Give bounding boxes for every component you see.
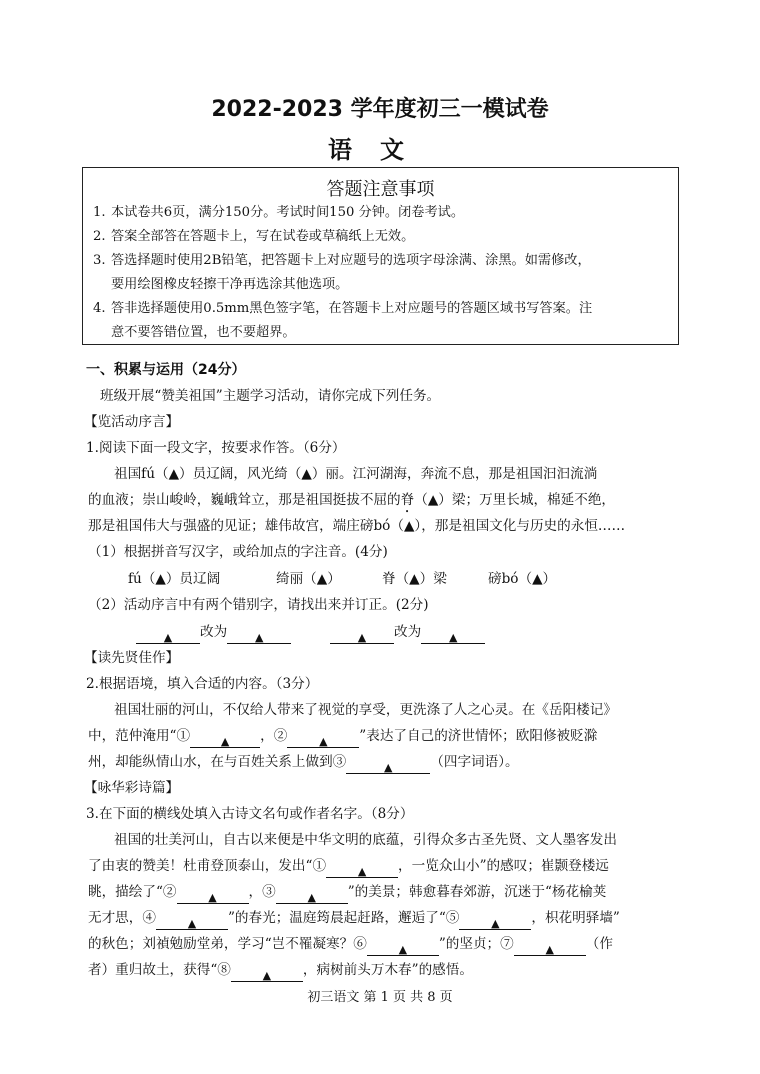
text-segment: ”表达了自己的济世情怀；欧阳修被贬滁 <box>359 728 598 744</box>
text-segment: ”的春光；温庭筠晨起赶路，邂逅了“⑤ <box>227 910 460 926</box>
subject-title: 语文 <box>328 136 432 164</box>
q1-sub1-item: 绮丽（▲） <box>276 571 341 587</box>
q1-paragraph-line: 那是祖国伟大与强盛的见证；雄伟故宫，端庄磅bó（▲），那是祖国文化与历史的永恒…… <box>88 518 626 534</box>
text-segment: 无才思，④ <box>88 910 156 926</box>
text-segment: 中，范仲淹用“① <box>88 728 191 744</box>
text-segment: 者）重归故土，获得“⑧ <box>88 962 231 978</box>
change-label: 改为 <box>394 624 422 640</box>
q1-sub1-item: 脊（▲）梁 <box>382 571 447 587</box>
blank-marker: ▲ <box>357 631 367 644</box>
notice-item <box>83 201 678 225</box>
notice-item-text: 答案全部答在答题卡上，写在试卷或草稿纸上无效。 <box>111 229 415 244</box>
notice-item-num: 4. <box>93 301 106 316</box>
notice-item-num: 3. <box>93 253 106 268</box>
answer-blank[interactable] <box>190 729 260 748</box>
notice-item-num: 1. <box>93 205 106 220</box>
blank-marker: ▲ <box>254 631 264 644</box>
answer-blank[interactable] <box>231 963 303 982</box>
q1-sub1-item: fú（▲）员辽阔 <box>128 571 221 587</box>
q1-subquestion: （1）根据拼音写汉字，或给加点的字注音。(4分) <box>88 544 388 560</box>
blank-marker: ▲ <box>491 917 500 930</box>
text-segment: 州，却能纵情山水，在与百姓关系上做到③ <box>88 754 347 770</box>
q1-subquestion: （2）活动序言中有两个错别字，请找出来并订正。(2分) <box>88 597 429 613</box>
part-heading: 【读先贤佳作】 <box>84 650 180 666</box>
q3-paragraph-line <box>88 880 606 904</box>
notice-item-text: 答非选择题使用0.5mm黑色签字笔，在答题卡上对应题号的答题区域书写答案。注 <box>111 301 593 316</box>
answer-blank[interactable] <box>287 729 359 748</box>
notice-item <box>83 225 678 249</box>
answer-blank[interactable] <box>459 911 531 930</box>
text-segment: ，枳花明驿墙” <box>531 910 620 926</box>
notice-item-text: 答选择题时使用2B铅笔，把答题卡上对应题号的选项字母涂满、涂黑。如需修改， <box>111 253 591 268</box>
notice-title: 答题注意事项 <box>326 179 435 200</box>
text-segment: ，病树前头万木春”的感悟。 <box>302 962 473 978</box>
blank-marker: ▲ <box>262 969 272 982</box>
notice-item <box>83 297 678 321</box>
notice-item-cont: 要用绘图橡皮轻擦干净再选涂其他选项。 <box>111 277 349 292</box>
q2-paragraph-line <box>88 750 519 774</box>
question-2: 2.根据语境，填入合适的内容。（3分） <box>86 676 319 692</box>
answer-blank[interactable] <box>421 625 485 644</box>
answer-blank[interactable] <box>227 625 291 644</box>
text-segment: ，一览众山小”的感叹；崔颢登楼远 <box>398 858 609 874</box>
notice-item <box>83 249 678 273</box>
q3-paragraph-line <box>88 906 620 930</box>
answer-blank[interactable] <box>330 625 394 644</box>
part-heading: 【览活动序言】 <box>84 414 180 430</box>
answer-blank[interactable] <box>346 755 430 774</box>
blank-marker: ▲ <box>357 865 367 878</box>
text-segment: ”的坚贞；⑦ <box>438 936 514 952</box>
answer-blank[interactable] <box>177 885 249 904</box>
blank-marker: ▲ <box>319 735 328 748</box>
blank-marker: ▲ <box>384 761 393 774</box>
answer-blank[interactable] <box>136 625 200 644</box>
correction-row <box>330 620 485 644</box>
blank-marker: ▲ <box>220 735 230 748</box>
q1-paragraph-line <box>88 488 615 516</box>
exam-title: 2022-2023 学年度初三一模试卷 <box>211 97 549 122</box>
blank-marker: ▲ <box>307 891 316 904</box>
notice-box <box>82 167 679 345</box>
q2-paragraph-line <box>88 724 597 748</box>
part-heading: 【咏华彩诗篇】 <box>84 780 180 796</box>
blank-marker: ▲ <box>448 631 458 644</box>
text-segment: （▲）梁；万里长城，棉延不绝， <box>414 492 616 508</box>
correction-row <box>136 620 291 644</box>
text-segment: （四字词语）。 <box>430 754 519 770</box>
dotted-char: 脊 <box>400 492 415 508</box>
text-segment: 的秋色；刘禎勉励堂弟，学习“岂不罹凝寒？⑥ <box>88 936 367 952</box>
blank-marker: ▲ <box>208 891 217 904</box>
text-segment: ，③ <box>248 884 276 900</box>
answer-blank[interactable] <box>276 885 348 904</box>
q3-paragraph-line: 祖国的壮美河山，自古以来便是中华文明的底蕴，引得众多古圣先贤、文人墨客发出 <box>114 832 617 848</box>
text-segment: ”的美景；韩愈暮春郊游，沉迷于“杨花榆荚 <box>347 884 607 900</box>
answer-blank[interactable] <box>367 937 439 956</box>
text-segment: ，② <box>260 728 288 744</box>
notice-item-text: 本试卷共6页，满分150分。考试时间150 分钟。闭卷考试。 <box>111 205 465 220</box>
answer-blank[interactable] <box>326 859 398 878</box>
q1-paragraph-line: 祖国fú（▲）员辽阔，风光绮（▲）丽。江河湖海，奔流不息，那是祖国汩汩流淌 <box>114 466 598 482</box>
question-1: 1.阅读下面一段文字，按要求作答。（6分） <box>86 440 346 456</box>
change-label: 改为 <box>200 624 228 640</box>
q3-paragraph-line <box>88 932 613 956</box>
section-intro: 班级开展“赞美祖国”主题学习活动，请你完成下列任务。 <box>100 388 441 404</box>
notice-item-num: 2. <box>93 229 106 244</box>
blank-marker: ▲ <box>545 943 554 956</box>
text-segment: 眺，描绘了“② <box>88 884 177 900</box>
blank-marker: ▲ <box>163 631 173 644</box>
text-segment: （作 <box>585 936 613 952</box>
q1-sub1-item: 磅bó（▲） <box>488 571 557 587</box>
blank-marker: ▲ <box>187 917 197 930</box>
answer-blank[interactable] <box>156 911 228 930</box>
section-heading: 一、积累与运用（24分） <box>86 362 246 378</box>
answer-blank[interactable] <box>514 937 586 956</box>
q3-paragraph-line <box>88 854 609 878</box>
notice-item-cont: 意不要答错位置，也不要超界。 <box>111 325 296 340</box>
q3-paragraph-line <box>88 958 473 982</box>
q2-paragraph-line: 祖国壮丽的河山，不仅给人带来了视觉的享受，更洗涤了人之心灵。在《岳阳楼记》 <box>114 702 617 718</box>
page-footer: 初三语文 第 1 页 共 8 页 <box>307 990 453 1005</box>
question-3: 3.在下面的横线处填入古诗文名句或作者名字。（8分） <box>86 806 414 822</box>
text-segment: 的血液；崇山峻岭，巍峨耸立，那是祖国挺拔不屈的 <box>88 492 401 508</box>
blank-marker: ▲ <box>398 943 408 956</box>
text-segment: 了由衷的赞美！杜甫登顶泰山，发出“① <box>88 858 327 874</box>
